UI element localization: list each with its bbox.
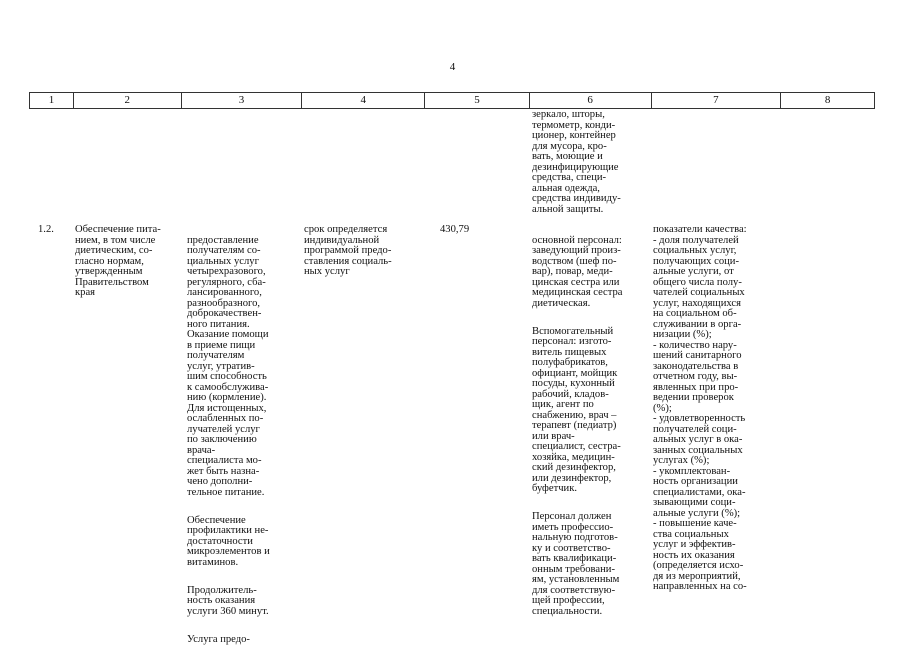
description-paragraph: предоставление получателям со- циальных услуг четырехразового, регулярного, сба- лансированного, разнообразного, доброкачествен- ного питания. Оказание помощи в приеме пищи получателям услуг, утратив- шим способность к самообслужива- нию (кормление). Для истощенных, ослабленных по- лучателей услуг по заключению врача- специалиста мо- жет быть назна- чено дополни- тельное питание.	[187, 234, 269, 498]
conditions-paragraph: Персонал должен иметь профессио- нальную подготов- ку и соответство- вать квалификаци- онным требовани- ям, установленным для соответствую- щей профессии, специальности.	[532, 511, 620, 617]
header-cell-8: 8	[824, 94, 831, 106]
service-name: Обеспечение пита- нием, в том числе диетическим, со- гласно нормам, утвержденным Правительством края	[75, 224, 161, 298]
header-cell-2: 2	[74, 93, 182, 108]
header-cell-5: 5	[425, 93, 530, 108]
service-description	[187, 225, 302, 656]
header-cell-3: 3	[182, 93, 303, 108]
page-number: 4	[449, 61, 456, 73]
service-conditions	[532, 225, 650, 628]
service-term: срок определяется индивидуальной программой предо- ставления социаль- ных услуг	[304, 224, 392, 277]
description-paragraph: Продолжитель- ность оказания услуги 360 минут.	[187, 584, 269, 617]
description-paragraph: Услуга предо-	[187, 633, 250, 645]
quality-indicators: показатели качества: - доля получателей социальных услуг, получающих соци- альные услуги, от общего числа полу- чателей социальных услуг, находящихся на социальном об- служивании в орга- низации (%); - количество нару- шений санитарного законодательства в отчетном году, вы- явленных при про- ведении проверок (%); - удовлетворенность получателей соци- альных услуг в ока- занных социальных услугах (%); - укомплектован- ность организации специалистами, ока- зывающими соци- альные услуги (%); - повышение каче- ства социальных услуг и эффектив- ность их оказания (определяется исхо- дя из мероприятий, направленных на со-	[653, 224, 747, 592]
column-number-header	[29, 92, 875, 109]
header-cell-7: 7	[652, 93, 782, 108]
header-cell-6: 6	[530, 93, 652, 108]
service-price: 430,79	[440, 224, 470, 235]
continued-equipment-list: зеркало, шторы, термометр, конди- ционер, контейнер для мусора, кро- вать, моющие и дезинфицирующие средства, специ- альная одежда, средства индивиду- альной защиты.	[532, 109, 621, 215]
conditions-paragraph: основной персонал: заведующий произ- водством (шеф по- вар), повар, меди- цинская сестра или медицинская сестра диетическая.	[532, 234, 623, 309]
header-cell-4: 4	[302, 93, 425, 108]
header-cell-1: 1	[30, 93, 74, 108]
description-paragraph: Обеспечение профилактики не- достаточности микроэлементов и витаминов.	[187, 514, 270, 568]
row-number: 1.2.	[38, 224, 54, 235]
conditions-paragraph: Вспомогательный персонал: изгото- витель пищевых полуфабрикатов, официант, мойщик посуды, кухонный рабочий, кладов- щик, агент по снабжению, врач – терапевт (педиатр) или врач- специалист, сестра- хозяйка, медицин- ский дезинфектор, или дезинфектор, буфетчик.	[532, 325, 621, 494]
